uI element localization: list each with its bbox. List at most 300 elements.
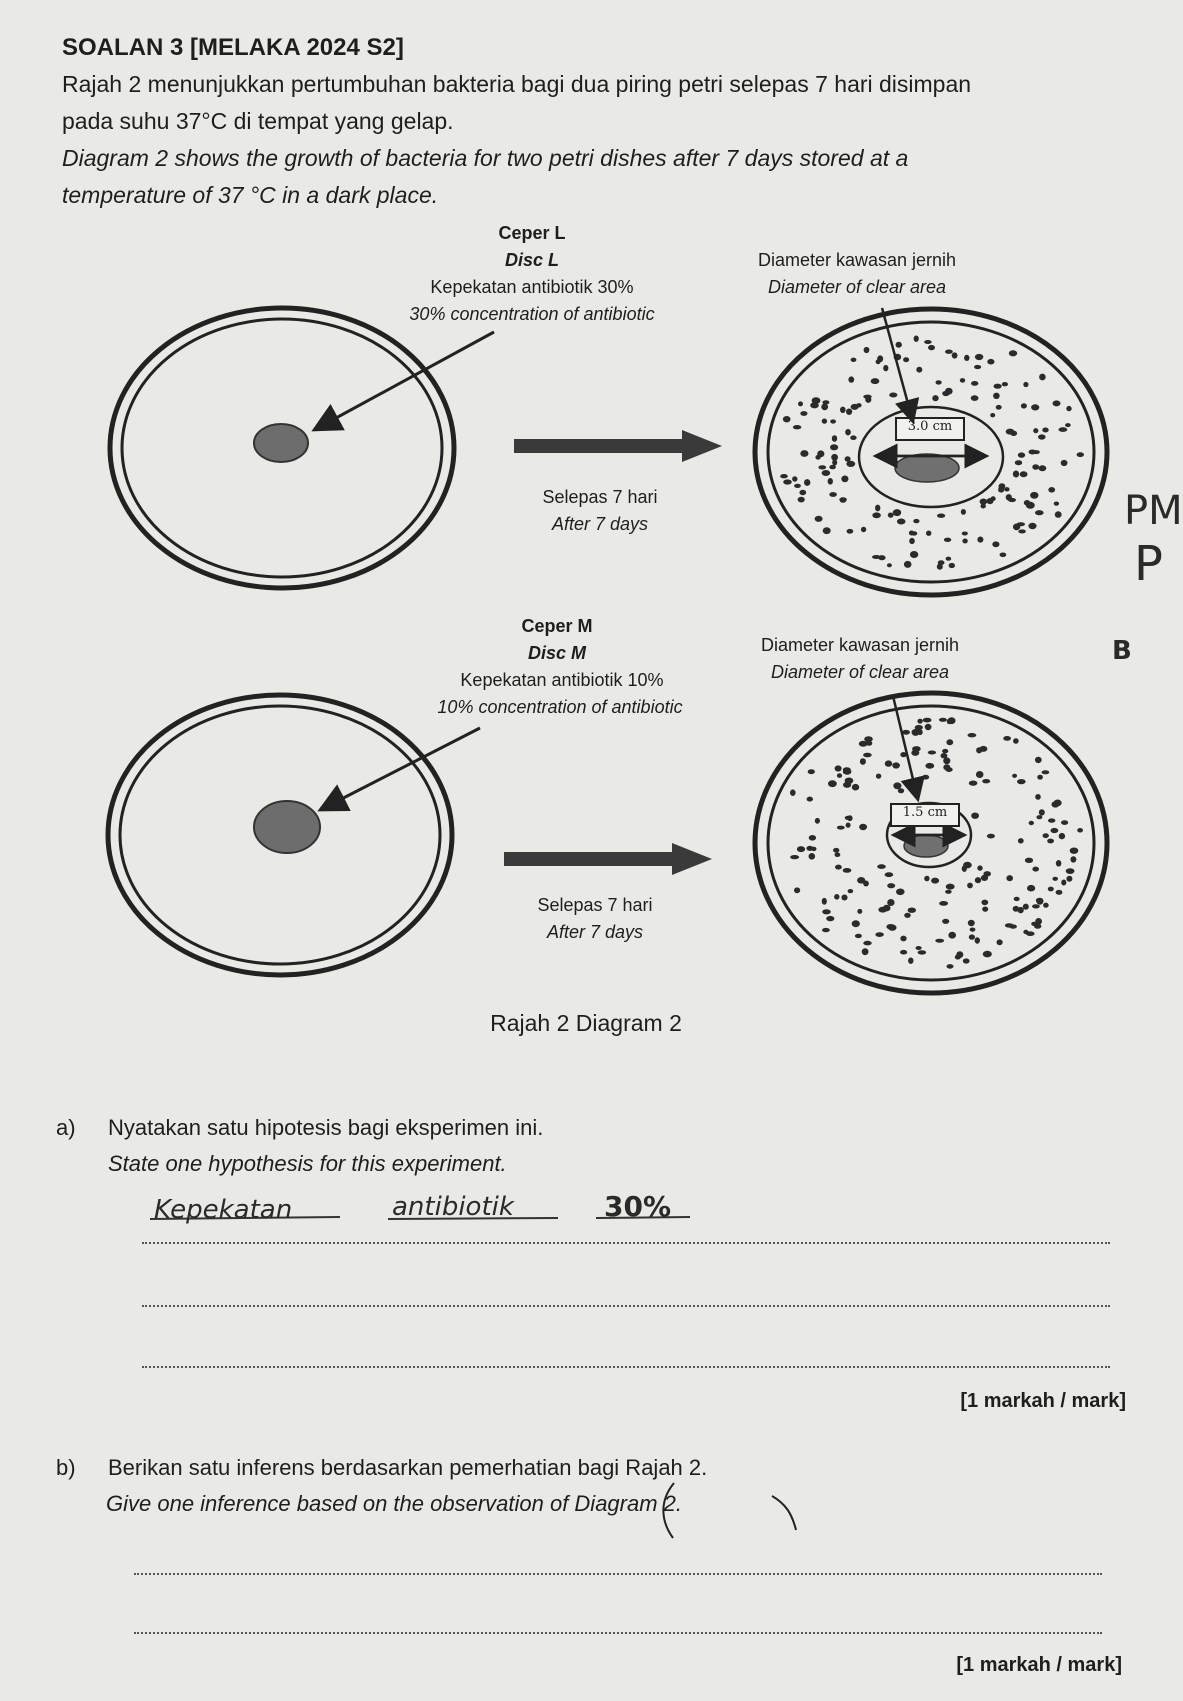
intro-malay-line2: pada suhu 37°C di tempat yang gelap.: [62, 108, 454, 134]
bacteria-colony: [945, 890, 952, 894]
bacteria-colony: [910, 551, 918, 558]
bacteria-colony: [841, 476, 848, 483]
bacteria-colony: [822, 419, 827, 424]
bacteria-colony: [947, 719, 952, 725]
bacteria-colony: [967, 883, 973, 889]
bacteria-colony: [835, 852, 841, 857]
bacteria-colony: [823, 527, 831, 534]
bacteria-colony: [912, 729, 920, 736]
bacteria-colony: [831, 454, 838, 461]
bacteria-colony: [946, 884, 955, 890]
bacteria-colony: [1027, 885, 1035, 892]
bacteria-colony: [971, 381, 978, 386]
disc-L-measure: 3.0 cm: [907, 419, 953, 434]
bacteria-colony: [937, 514, 945, 518]
bacteria-colony: [928, 751, 936, 755]
margin-note-p: P: [1134, 536, 1163, 592]
disc-M-clear-english: Diameter of clear area: [770, 662, 950, 682]
bacteria-colony: [1013, 524, 1020, 531]
bacteria-colony: [850, 435, 856, 440]
question-b-label: b): [56, 1455, 76, 1480]
bacteria-colony: [946, 557, 952, 561]
antibiotic-disc-L: [254, 424, 308, 462]
bacteria-colony: [949, 563, 955, 568]
bacteria-colony: [994, 384, 1002, 389]
bacteria-colony: [1053, 400, 1061, 406]
bacteria-colony: [822, 909, 831, 914]
bacteria-colony: [811, 847, 816, 851]
bacteria-colony: [903, 357, 909, 362]
bacteria-colony: [1021, 403, 1027, 408]
bacteria-colony: [1035, 510, 1044, 515]
disc-L-conc-english: 30% concentration of antibiotic: [409, 304, 655, 324]
bacteria-colony: [888, 513, 894, 518]
bacteria-colony: [1065, 423, 1071, 427]
bacteria-colony: [1054, 502, 1059, 506]
bacteria-colony: [961, 509, 966, 515]
bacteria-colony: [897, 519, 906, 525]
answer-line-b1[interactable]: [134, 1573, 1102, 1575]
bacteria-colony: [845, 429, 851, 435]
bacteria-colony: [863, 395, 871, 399]
margin-note-b: B: [1112, 636, 1132, 666]
bacteria-colony: [833, 848, 839, 853]
bacteria-colony: [1056, 860, 1062, 867]
bacteria-colony: [848, 889, 854, 893]
bacteria-colony: [896, 342, 902, 348]
bacteria-colony: [942, 749, 948, 753]
bacteria-colony: [863, 881, 869, 887]
bacteria-colony: [863, 941, 871, 946]
disc-L-name-english: Disc L: [504, 250, 560, 270]
disc-M-after-english: After 7 days: [546, 922, 644, 942]
disc-M-clear-malay: Diameter kawasan jernih: [760, 635, 960, 655]
bacteria-colony: [1012, 774, 1017, 778]
bacteria-colony: [799, 490, 806, 495]
bacteria-colony: [987, 359, 994, 365]
bacteria-colony: [826, 916, 834, 921]
disc-M-conc-malay: Kepekatan antibiotik 10%: [460, 670, 664, 690]
bacteria-colony: [821, 404, 828, 411]
bacteria-colony: [893, 509, 901, 516]
bacteria-colony: [840, 407, 846, 413]
bacteria-colony: [975, 877, 981, 883]
bacteria-colony: [822, 928, 830, 932]
bacteria-colony: [1061, 820, 1068, 825]
diagram-caption: Rajah 2 Diagram 2: [490, 1010, 682, 1036]
bacteria-colony: [885, 760, 892, 766]
intro-malay-line1: Rajah 2 menunjukkan pertumbuhan bakteria bagi dua piring petri selepas 7 hari disimpan: [62, 71, 972, 97]
bacteria-colony: [1038, 434, 1046, 439]
bacteria-colony: [908, 958, 913, 964]
disc-L-name-malay: Ceper L: [498, 223, 566, 243]
bacteria-colony: [996, 405, 1002, 410]
bacteria-colony: [932, 395, 938, 401]
question-a-mark: [1 markah / mark]: [960, 1390, 1126, 1412]
bacteria-colony: [939, 901, 948, 906]
bacteria-colony: [893, 782, 901, 789]
bacteria-colony: [911, 750, 919, 756]
bacteria-colony: [943, 757, 950, 764]
bacteria-colony: [1006, 429, 1015, 435]
bacteria-colony: [962, 866, 967, 872]
bacteria-colony: [1042, 428, 1048, 433]
question-a-malay: Nyatakan satu hipotesis bagi eksperimen ini.: [108, 1115, 544, 1140]
bacteria-colony: [1035, 794, 1041, 800]
bacteria-colony: [1009, 350, 1017, 356]
bacteria-colony: [968, 733, 977, 737]
bacteria-colony: [963, 958, 970, 963]
bacteria-colony: [830, 444, 838, 450]
bacteria-colony: [1066, 868, 1075, 874]
bacteria-colony: [1017, 779, 1026, 784]
bacteria-colony: [790, 789, 796, 796]
bacteria-colony: [924, 876, 929, 882]
disc-L-clear-english: Diameter of clear area: [767, 277, 947, 297]
bacteria-colony: [1039, 374, 1046, 381]
bacteria-colony: [860, 758, 866, 765]
bacteria-colony: [846, 409, 852, 415]
bacteria-colony: [862, 948, 869, 955]
bacteria-colony: [1077, 452, 1084, 457]
answer-line-a2[interactable]: [142, 1305, 1110, 1307]
bacteria-colony: [945, 767, 952, 772]
bacteria-colony: [817, 450, 824, 457]
bacteria-colony: [1029, 821, 1034, 825]
bacteria-colony: [928, 345, 935, 350]
bacteria-colony: [818, 465, 826, 469]
bacteria-colony: [792, 476, 797, 481]
bacteria-colony: [992, 541, 999, 547]
bacteria-colony: [887, 899, 894, 906]
handwritten-answer-a-word1: Kepekatan: [154, 1195, 293, 1225]
bacteria-colony: [1008, 498, 1016, 502]
bacteria-colony: [942, 919, 949, 924]
handwritten-answer-a-word3: 30%: [604, 1190, 672, 1223]
bacteria-colony: [798, 401, 803, 406]
bacteria-colony: [916, 946, 922, 950]
bacteria-colony: [983, 951, 992, 958]
bacteria-colony: [1013, 906, 1020, 912]
question-b-malay: Berikan satu inferens berdasarkan pemerhatian bagi Rajah 2.: [108, 1455, 708, 1480]
bacteria-colony: [1055, 511, 1062, 518]
bacteria-colony: [876, 774, 881, 779]
bacteria-colony: [889, 393, 897, 398]
bacteria-colony: [900, 936, 906, 942]
intro-english-line2: temperature of 37 °C in a dark place.: [62, 182, 439, 208]
answer-line-b2[interactable]: [134, 1632, 1102, 1634]
bacteria-colony: [822, 898, 827, 905]
bacteria-colony: [875, 932, 883, 937]
bacteria-colony: [977, 537, 983, 543]
bacteria-colony: [851, 358, 857, 362]
bacteria-colony: [887, 883, 895, 888]
bacteria-colony: [936, 380, 942, 384]
bacteria-colony: [839, 497, 847, 501]
bacteria-colony: [976, 771, 984, 778]
bacteria-colony: [1026, 931, 1035, 936]
bacteria-colony: [872, 555, 881, 559]
bacteria-colony: [1025, 858, 1033, 863]
bacteria-colony: [857, 909, 862, 914]
bacteria-colony: [982, 779, 990, 783]
bacteria-colony: [971, 395, 979, 401]
bacteria-colony: [837, 826, 845, 830]
bacteria-colony: [809, 853, 816, 860]
bacteria-colony: [828, 780, 837, 787]
bacteria-colony: [1036, 898, 1043, 905]
bacteria-colony: [859, 824, 867, 830]
bacteria-colony: [1033, 428, 1038, 433]
bacteria-colony: [962, 532, 968, 536]
antibiotic-disc-M: [254, 801, 320, 853]
bacteria-colony: [834, 894, 839, 900]
bacteria-colony: [1020, 471, 1028, 477]
bacteria-colony: [976, 747, 982, 753]
bacteria-colony: [1003, 736, 1011, 741]
bacteria-colony: [1026, 502, 1035, 509]
bacteria-colony: [1035, 757, 1042, 763]
bacteria-colony: [859, 741, 868, 747]
bacteria-colony: [931, 878, 939, 884]
disc-M-conc-english: 10% concentration of antibiotic: [437, 697, 683, 717]
process-arrow-M: [504, 843, 712, 875]
bacteria-colony: [1051, 828, 1059, 833]
bacteria-colony: [1032, 867, 1039, 872]
bacteria-colony: [804, 479, 810, 486]
bacteria-colony: [983, 871, 991, 876]
bacteria-colony: [911, 531, 917, 535]
bacteria-colony: [968, 920, 975, 926]
bacteria-colony: [1070, 856, 1076, 862]
bacteria-colony: [1032, 464, 1039, 470]
question-a-english: State one hypothesis for this experiment.: [108, 1151, 507, 1176]
bacteria-colony: [885, 872, 894, 877]
bacteria-colony: [780, 474, 788, 478]
bacteria-colony: [1047, 839, 1054, 844]
bacteria-colony: [997, 939, 1003, 945]
bacteria-colony: [798, 497, 805, 503]
bacteria-colony: [847, 529, 854, 534]
bacteria-colony: [843, 868, 852, 873]
bacteria-colony: [875, 505, 880, 512]
bacteria-colony: [1009, 924, 1017, 928]
bacteria-colony: [974, 365, 981, 369]
petri-dish-M-before: [108, 695, 480, 975]
bacteria-colony: [990, 413, 995, 417]
bacteria-colony: [1066, 406, 1071, 411]
bacteria-colony: [810, 402, 819, 408]
bacteria-colony: [925, 763, 934, 769]
bacteria-colony: [904, 561, 912, 568]
bacteria-colony: [900, 950, 907, 955]
question-b-mark: [1 markah / mark]: [956, 1654, 1122, 1676]
bacteria-colony: [888, 924, 896, 930]
bacteria-colony: [969, 781, 978, 786]
question-title: SOALAN 3 [MELAKA 2024 S2]: [62, 34, 404, 61]
bacteria-colony: [1031, 404, 1039, 410]
disc-M-name-english: Disc M: [527, 643, 587, 663]
answer-line-a1[interactable]: [142, 1242, 1110, 1244]
bacteria-colony: [960, 378, 965, 383]
bacteria-colony: [1018, 452, 1025, 457]
bacteria-colony: [1028, 523, 1036, 529]
disc-L-conc-malay: Kepekatan antibiotik 30%: [430, 277, 634, 297]
bacteria-colony: [922, 775, 929, 780]
disc-L-clear-malay: Diameter kawasan jernih: [757, 250, 957, 270]
bacteria-colony: [987, 834, 995, 839]
petri-dish-M-after: [755, 693, 1107, 993]
bacteria-colony: [872, 512, 881, 518]
bacteria-colony: [971, 813, 979, 819]
bacteria-colony: [924, 340, 932, 344]
bacteria-colony: [947, 964, 954, 969]
bacteria-colony: [896, 889, 905, 896]
bacteria-colony: [883, 905, 891, 912]
bacteria-colony: [829, 492, 837, 497]
bacteria-colony: [861, 527, 866, 532]
bacteria-colony: [830, 419, 836, 423]
bacteria-colony: [1029, 450, 1037, 455]
bacteria-colony: [1054, 800, 1062, 807]
margin-note-pm: PM: [1124, 488, 1183, 534]
process-arrow-L: [514, 430, 722, 462]
bacteria-colony: [863, 753, 872, 758]
bacteria-colony: [946, 739, 953, 745]
bacteria-colony: [807, 797, 813, 802]
bacteria-colony: [977, 865, 982, 870]
disc-L-after-malay: Selepas 7 hari: [542, 487, 658, 507]
bacteria-colony: [1018, 529, 1026, 533]
bacteria-colony: [1004, 487, 1009, 491]
bacteria-colony: [871, 378, 880, 384]
bacteria-colony: [892, 762, 900, 768]
intro-english-line1: Diagram 2 shows the growth of bacteria for two petri dishes after 7 days stored at a: [62, 145, 909, 171]
disc-L-after-english: After 7 days: [551, 514, 649, 534]
bacteria-colony: [987, 498, 994, 504]
bacteria-colony: [1013, 738, 1019, 744]
bacteria-colony: [1048, 487, 1055, 493]
bacteria-colony: [975, 937, 980, 943]
bacteria-colony: [916, 367, 922, 373]
bacteria-colony: [1013, 471, 1019, 478]
bacteria-colony: [793, 425, 801, 429]
bacteria-colony: [941, 753, 948, 758]
bacteria-colony: [945, 388, 953, 395]
bacteria-colony: [1061, 460, 1068, 466]
bacteria-colony: [837, 773, 842, 778]
bacteria-colony: [883, 365, 888, 371]
bacteria-colony: [1037, 775, 1043, 780]
bacteria-colony: [1023, 382, 1028, 387]
bacteria-colony: [790, 855, 799, 859]
bacteria-colony: [864, 347, 870, 353]
bacteria-colony: [980, 499, 988, 505]
bacteria-colony: [832, 435, 837, 442]
bacteria-colony: [829, 465, 836, 469]
bacteria-colony: [815, 516, 823, 522]
bacteria-colony: [1018, 838, 1024, 843]
bacteria-colony: [956, 951, 963, 958]
bacteria-colony: [944, 538, 951, 542]
bacteria-colony: [1077, 828, 1083, 833]
bacteria-colony: [1066, 876, 1072, 882]
disc-M-name-malay: Ceper M: [521, 616, 593, 636]
bacteria-colony: [982, 907, 988, 912]
bacteria-colony: [1000, 553, 1007, 558]
bacteria-colony: [1036, 815, 1042, 819]
bacteria-colony: [1056, 890, 1063, 895]
bacteria-colony: [1043, 833, 1049, 838]
bacteria-colony: [864, 736, 873, 742]
bacteria-colony: [918, 950, 927, 954]
bacteria-colony: [1048, 887, 1054, 892]
bacteria-colony: [1034, 924, 1041, 929]
bacteria-colony: [913, 519, 919, 523]
bacteria-colony: [970, 928, 976, 932]
bacteria-colony: [852, 920, 860, 927]
bacteria-colony: [852, 784, 859, 791]
disc-M-measure: 1.5 cm: [902, 805, 948, 820]
bacteria-colony: [908, 908, 916, 913]
bacteria-colony: [887, 563, 892, 567]
bacteria-colony: [856, 403, 861, 407]
bacteria-colony: [1014, 897, 1020, 901]
bacteria-colony: [1052, 877, 1058, 881]
bacteria-colony: [783, 479, 792, 484]
petri-dish-L-before: [110, 308, 494, 588]
bacteria-colony: [1039, 465, 1047, 471]
bacteria-colony: [937, 564, 943, 570]
bacteria-colony: [898, 788, 904, 793]
bacteria-colony: [809, 835, 816, 841]
bacteria-colony: [848, 376, 854, 382]
bacteria-colony: [841, 895, 847, 901]
bacteria-colony: [1002, 382, 1008, 386]
bacteria-colony: [1043, 903, 1049, 908]
bacteria-colony: [815, 818, 820, 824]
bacteria-colony: [828, 478, 833, 485]
bacteria-colony: [1061, 880, 1066, 886]
bacteria-colony: [835, 765, 842, 771]
bacteria-colony: [877, 864, 886, 869]
bacteria-colony: [797, 846, 805, 852]
bacteria-colony: [1070, 848, 1079, 854]
bacteria-colony: [846, 823, 851, 828]
bacteria-colony: [975, 354, 983, 360]
answer-line-a3[interactable]: [142, 1366, 1110, 1368]
bacteria-colony: [1039, 809, 1045, 815]
bacteria-colony: [948, 932, 956, 939]
bacteria-colony: [1059, 833, 1065, 839]
bacteria-colony: [1015, 460, 1022, 465]
bacteria-colony: [993, 393, 1000, 399]
bacteria-colony: [794, 484, 801, 488]
bacteria-colony: [1006, 875, 1013, 881]
bacteria-colony: [914, 336, 919, 342]
bacteria-colony: [1059, 427, 1068, 432]
bacteria-colony: [835, 865, 842, 870]
petri-dish-L-after: [755, 308, 1107, 595]
bacteria-colony: [1023, 904, 1029, 910]
bacteria-colony: [909, 538, 915, 544]
bacteria-colony: [964, 355, 969, 361]
bacteria-colony: [822, 470, 831, 476]
bacteria-colony: [794, 887, 800, 893]
bacteria-colony: [1042, 770, 1050, 774]
bacteria-colony: [981, 900, 988, 906]
bacteria-colony: [855, 934, 862, 938]
